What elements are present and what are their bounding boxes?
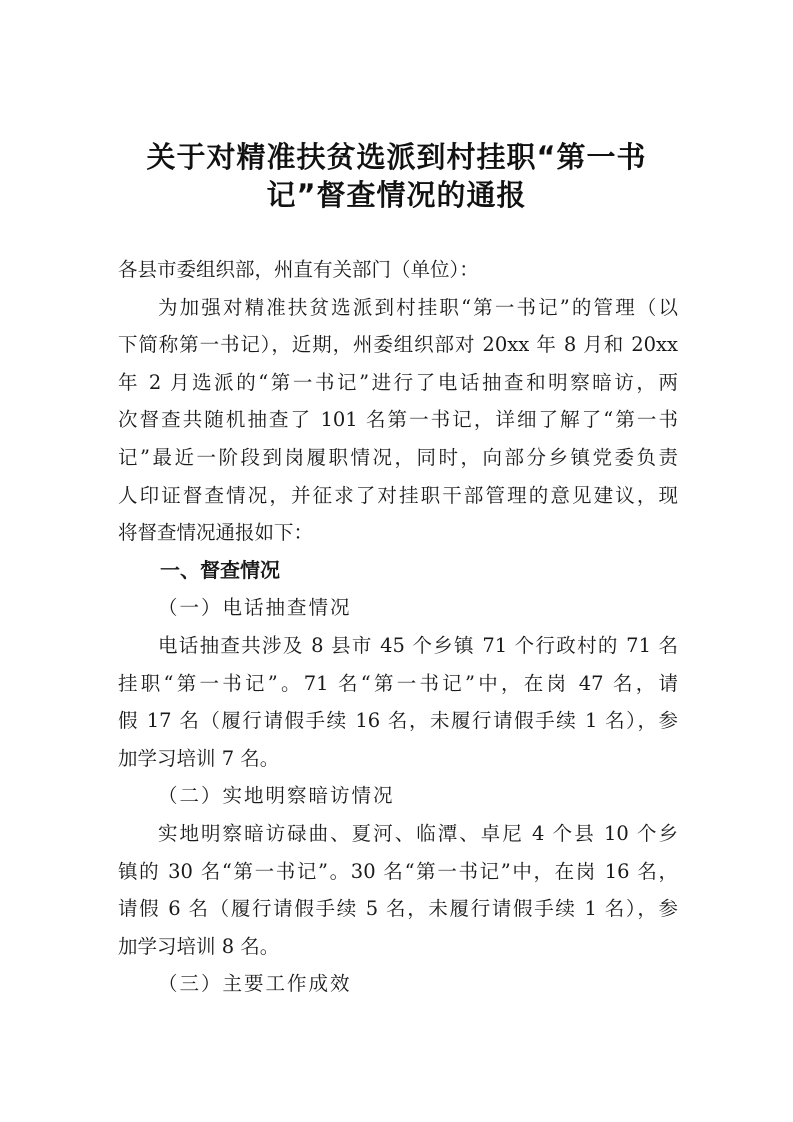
title-line-2: 记”督查情况的通报: [266, 178, 527, 212]
intro-paragraph-line: 记”最近一阶段到岗履职情况，同时，向部分乡镇党委负责: [118, 445, 678, 469]
subsection-heading-main-results: （三）主要工作成效: [158, 972, 352, 996]
phone-check-line: 挂职“第一书记”。71 名“第一书记”中，在岗 47 名，请: [118, 671, 678, 695]
intro-paragraph-line: 下简称第一书记），近期，州委组织部对 20xx 年 8 月和 20xx: [118, 333, 678, 357]
field-visit-line: 镇的 30 名“第一书记”。30 名“第一书记”中，在岗 16 名，: [118, 859, 678, 883]
intro-paragraph-line: 为加强对精准扶贫选派到村挂职“第一书记”的管理（以: [158, 295, 678, 319]
intro-paragraph-line: 次督查共随机抽查了 101 名第一书记，详细了解了“第一书: [118, 408, 678, 432]
phone-check-line: 加学习培训 7 名。: [118, 746, 280, 770]
phone-check-line: 电话抽查共涉及 8 县市 45 个乡镇 71 个行政村的 71 名: [158, 633, 678, 657]
field-visit-line: 实地明察暗访碌曲、夏河、临潭、卓尼 4 个县 10 个乡: [158, 821, 678, 845]
phone-check-line: 假 17 名（履行请假手续 16 名，未履行请假手续 1 名），参: [118, 709, 678, 733]
subsection-heading-field-visit: （二）实地明察暗访情况: [158, 784, 395, 808]
field-visit-line: 请假 6 名（履行请假手续 5 名，未履行请假手续 1 名），参: [118, 897, 678, 921]
document-body: [118, 251, 678, 1003]
document-title: [100, 138, 693, 214]
section-heading-1: 一、督查情况: [160, 557, 280, 582]
salutation: 各县市委组织部，州直有关部门（单位）：: [118, 258, 479, 281]
intro-paragraph-line: 人印证督查情况，并征求了对挂职干部管理的意见建议，现: [118, 483, 678, 507]
title-line-1: 关于对精准扶贫选派到村挂职“第一书: [146, 140, 647, 174]
subsection-heading-phone-check: （一）电话抽查情况: [158, 596, 352, 620]
field-visit-line: 加学习培训 8 名。: [118, 934, 280, 958]
intro-paragraph-line: 将督查情况通报如下：: [118, 521, 314, 545]
intro-paragraph-line: 年 2 月选派的“第一书记”进行了电话抽查和明察暗访，两: [118, 370, 678, 394]
